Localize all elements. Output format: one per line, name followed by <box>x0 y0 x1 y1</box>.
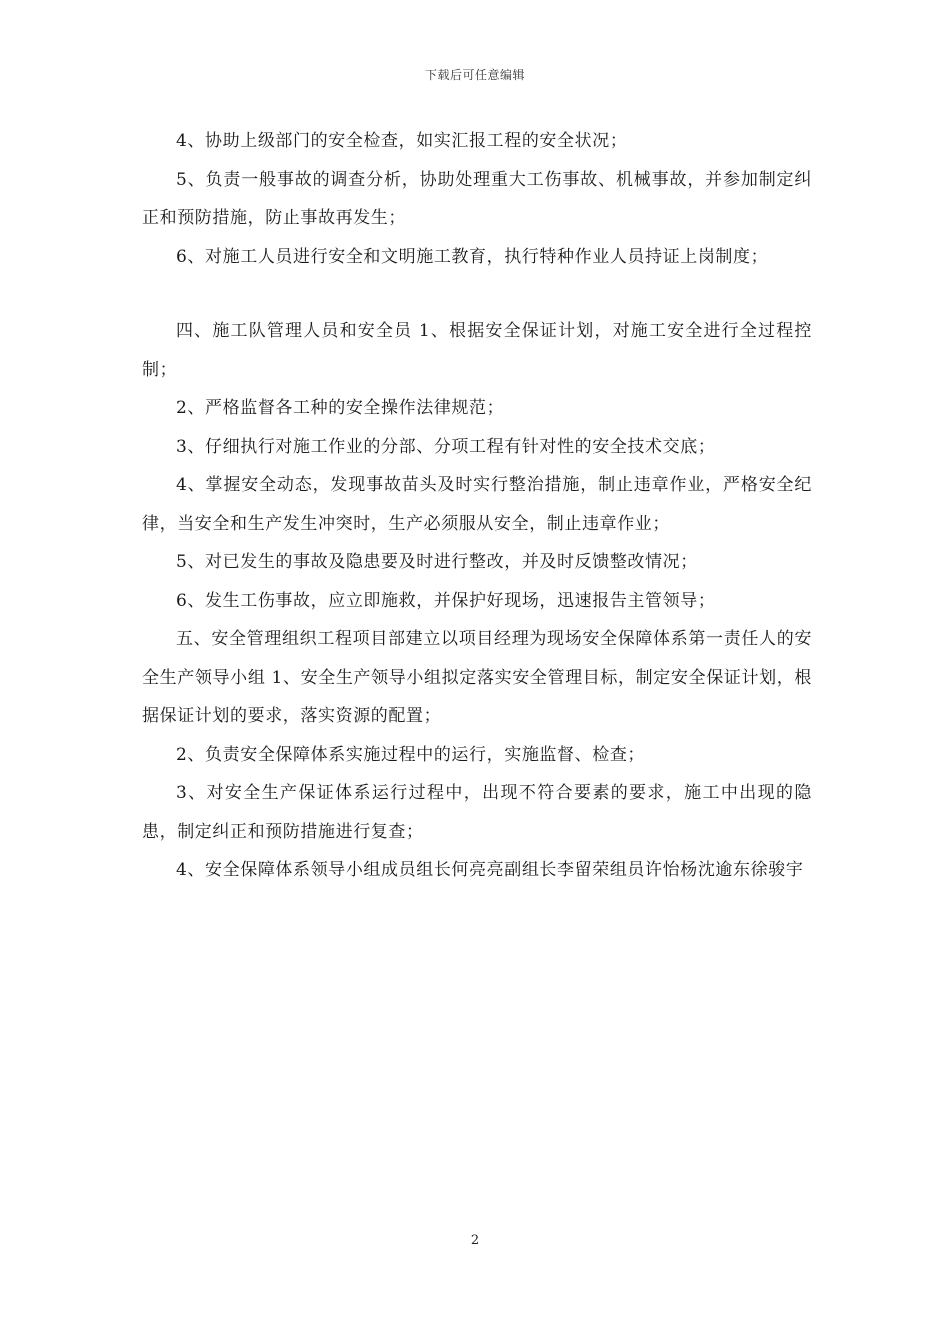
paragraph-section-4-team-managers: 四、施工队管理人员和安全员 1、根据安全保证计划，对施工安全进行全过程控制； <box>142 321 812 380</box>
paragraph-item-6-safety-education: 6、对施工人员进行安全和文明施工教育，执行特种作业人员持证上岗制度； <box>176 246 769 267</box>
paragraph-item-2-system-operation: 2、负责安全保障体系实施过程中的运行，实施监督、检查； <box>176 744 646 765</box>
document-body <box>142 122 812 890</box>
paragraph-item-3-corrective-measures: 3、对安全生产保证体系运行过程中，出现不符合要素的要求，施工中出现的隐患，制定纠正和预防措施进行复查； <box>142 783 812 842</box>
paragraph-item-2-supervise-operations: 2、严格监督各工种的安全操作法律规范； <box>176 398 505 418</box>
paragraph-item-5-accident-investigation: 5、负责一般事故的调查分析，协助处理重大工伤事故、机械事故，并参加制定纠正和预防措施，防止事故再发生； <box>142 169 812 228</box>
paragraph-item-4-group-members: 4、安全保障体系领导小组成员组长何亮亮副组长李留荣组员许怡杨沈逾东徐骏宇 <box>176 860 804 880</box>
paragraph-item-5-rectification: 5、对已发生的事故及隐患要及时进行整改，并及时反馈整改情况； <box>176 552 698 572</box>
paragraph-section-5-safety-organization: 五、安全管理组织工程项目部建立以项目经理为现场安全保障体系第一责任人的安全生产领导小组 1、安全生产领导小组拟定落实安全管理目标，制定安全保证计划，根据保证计划的要求，落实资源的配置； <box>142 629 812 726</box>
paragraph-item-4-assist-inspection: 4、协助上级部门的安全检查，如实汇报工程的安全状况； <box>176 131 628 151</box>
paragraph-item-3-technical-briefing: 3、仔细执行对施工作业的分部、分项工程有针对性的安全技术交底； <box>176 436 716 457</box>
page-number: 2 <box>470 1233 480 1248</box>
paragraph-item-4-safety-dynamics: 4、掌握安全动态，发现事故苗头及时实行整治措施，制止违章作业，严格安全纪律，当安全和生产发生冲突时，生产必须服从安全，制止违章作业； <box>142 475 812 534</box>
page-header-watermark: 下载后可任意编辑 <box>424 68 525 82</box>
paragraph-item-6-injury-response: 6、发生工伤事故，应立即施救，并保护好现场，迅速报告主管领导； <box>176 590 716 611</box>
